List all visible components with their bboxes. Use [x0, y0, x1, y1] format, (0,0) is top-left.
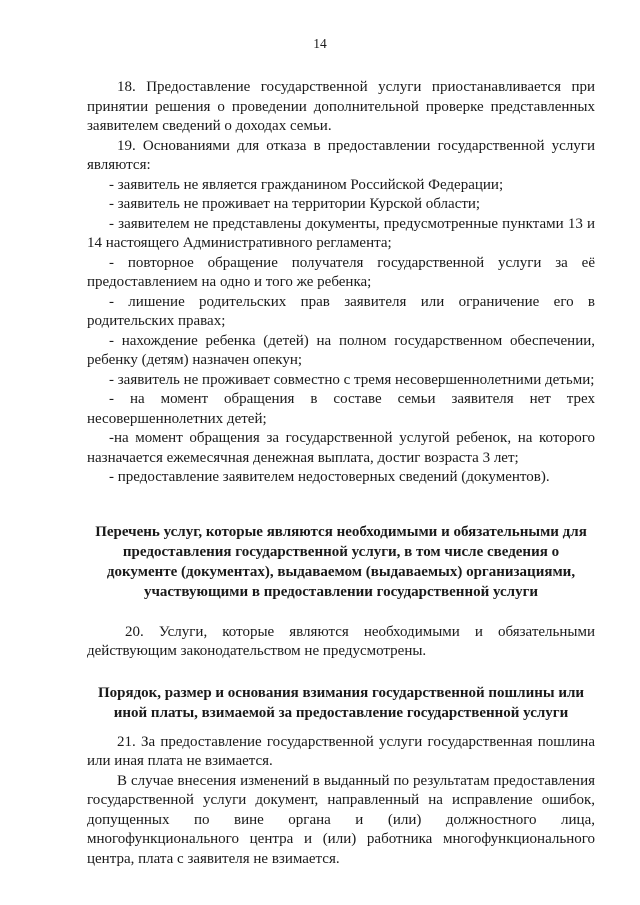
list-item: - нахождение ребенка (детей) на полном государственном обеспечении, ребенку (детям) назначен опекун; [87, 332, 595, 368]
list-item: - заявитель не проживает на территории Курской области; [109, 196, 481, 212]
document-body [87, 78, 595, 869]
list-item: - на момент обращения в составе семьи заявителя нет трех несовершеннолетних детей; [87, 391, 595, 427]
paragraph-20: 20. Услуги, которые являются необходимыми и обязательными действующим законодательством не предусмотрены. [87, 623, 595, 659]
list-item: - заявителем не представлены документы, предусмотренные пунктами 13 и 14 настоящего Административного регламента; [87, 215, 595, 251]
refusal-grounds-list [87, 176, 595, 488]
list-item: - повторное обращение получателя государственной услуги за её предоставлением на одно и того же ребенка; [87, 254, 595, 290]
list-item: - заявитель не проживает совместно с тремя несовершеннолетними детьми; [109, 371, 595, 388]
page-number: 14 [313, 36, 327, 51]
paragraph-21: 21. За предоставление государственной услуги государственная пошлина или иная плата не взимается. [87, 733, 595, 769]
section-heading-services: Перечень услуг, которые являются необходимыми и обязательными для предоставления государственной услуги, в том числе сведения о документе (документах), выдаваемом (выдаваемых) организациями, участвующими в предоставлении государственной услуги [95, 523, 587, 600]
paragraph-21-continued: В случае внесения изменений в выданный по результатам предоставления государственной услуги документ, направленный на исправление ошибок, допущенных по вине органа и (или) должностного лица, многофункционального центра и (или) работника многофункционального центра, плата с заявителя не взимается. [87, 772, 595, 867]
list-item: -на момент обращения за государственной услугой ребенок, на которого назначается ежемесячная денежная выплата, достиг возраста 3 лет; [87, 430, 595, 466]
section-heading-fees: Порядок, размер и основания взимания государственной пошлины или иной платы, взимаемой за предоставление государственной услуги [97, 684, 585, 721]
list-item: - лишение родительских прав заявителя или ограничение его в родительских правах; [87, 293, 595, 329]
paragraph-18: 18. Предоставление государственной услуги приостанавливается при принятии решения о проведении дополнительной проверке представленных заявителем сведений о доходах семьи. [87, 79, 595, 134]
list-item: - заявитель не является гражданином Российской Федерации; [109, 176, 504, 193]
paragraph-19: 19. Основаниями для отказа в предоставлении государственной услуги являются: [87, 137, 595, 173]
list-item: - предоставление заявителем недостоверных сведений (документов). [109, 469, 550, 485]
